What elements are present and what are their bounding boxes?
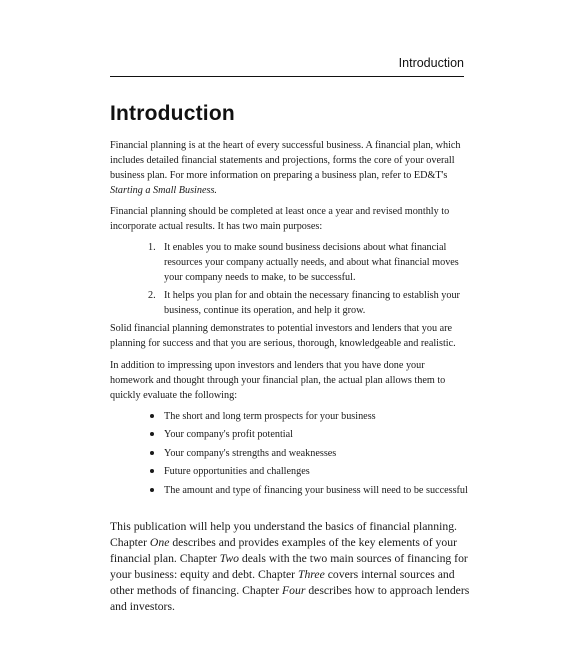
paragraph-evaluate	[110, 358, 470, 403]
list-item	[110, 288, 470, 318]
list-item-text: It helps you plan for and obtain the necessary financing to establish your business, continue its operation, and help it grow.	[164, 290, 460, 316]
list-number: 2.	[148, 290, 156, 301]
paragraph-demonstrates-text: Solid financial planning demonstrates to potential investors and lenders that you are planning for success and that you are serious, thorough, knowledgeable and realistic.	[110, 323, 456, 349]
overview-text: describes and provides examples of the key elements of your financial plan. Chapter	[110, 536, 457, 565]
list-item	[110, 483, 470, 498]
paragraph-frequency-text: Financial planning should be completed at least once a year and revised monthly to incorporate actual results. It has two main purposes:	[110, 206, 450, 232]
bullet-icon	[150, 451, 154, 455]
chapter-name: Four	[282, 584, 306, 597]
list-item	[110, 464, 470, 479]
bullet-icon	[150, 488, 154, 492]
paragraph-demonstrates	[110, 321, 470, 351]
bullet-icon	[150, 432, 154, 436]
purposes-list	[110, 240, 470, 321]
list-item-text: It enables you to make sound business decisions about what financial resources your company actually needs, and about what financial moves your company needs to make, to be successful.	[164, 242, 459, 283]
overview-text: covers internal sources and other methods of financing. Chapter	[110, 568, 455, 597]
chapter-name: Two	[219, 552, 239, 565]
list-item-text: Future opportunities and challenges	[164, 466, 310, 478]
list-item	[110, 446, 470, 461]
publication-reference: Starting a Small Business.	[110, 185, 217, 196]
list-number: 1.	[148, 242, 156, 253]
chapter-name: One	[149, 536, 170, 549]
running-header: Introduction	[398, 56, 464, 70]
page-title: Introduction	[110, 102, 235, 125]
bullet-icon	[150, 414, 154, 418]
header-rule	[110, 76, 464, 77]
overview-text: describes how to approach lenders and investors.	[110, 584, 470, 613]
chapter-name: Three	[297, 568, 325, 581]
list-item	[110, 240, 470, 285]
overview-text: deals with the two main sources of financing for your business: equity and debt. Chapter	[110, 552, 468, 581]
list-item	[110, 427, 470, 442]
paragraph-publication-overview	[110, 519, 470, 615]
list-item-text: The amount and type of financing your business will need to be successful	[164, 484, 468, 496]
paragraph-intro	[110, 138, 470, 198]
paragraph-evaluate-text: In addition to impressing upon investors and lenders that you have done your homework and thought through your financial plan, the actual plan allows them to quickly evaluate the following:	[110, 360, 446, 401]
overview-text: This publication will help you understand the basics of financial planning. Chapter	[110, 520, 457, 549]
paragraph-frequency	[110, 204, 470, 234]
list-item-text: Your company's profit potential	[164, 429, 293, 441]
list-item-text: The short and long term prospects for your business	[164, 411, 376, 422]
list-item-text: Your company's strengths and weaknesses	[164, 447, 337, 459]
evaluation-list	[110, 409, 470, 501]
bullet-icon	[150, 469, 154, 473]
paragraph-intro-text: Financial planning is at the heart of every successful business. A financial plan, which includes detailed financial statements and projections, forms the core of your overall business plan. For more information on preparing a business plan, refer to ED&T's	[110, 140, 461, 181]
list-item	[110, 409, 470, 424]
